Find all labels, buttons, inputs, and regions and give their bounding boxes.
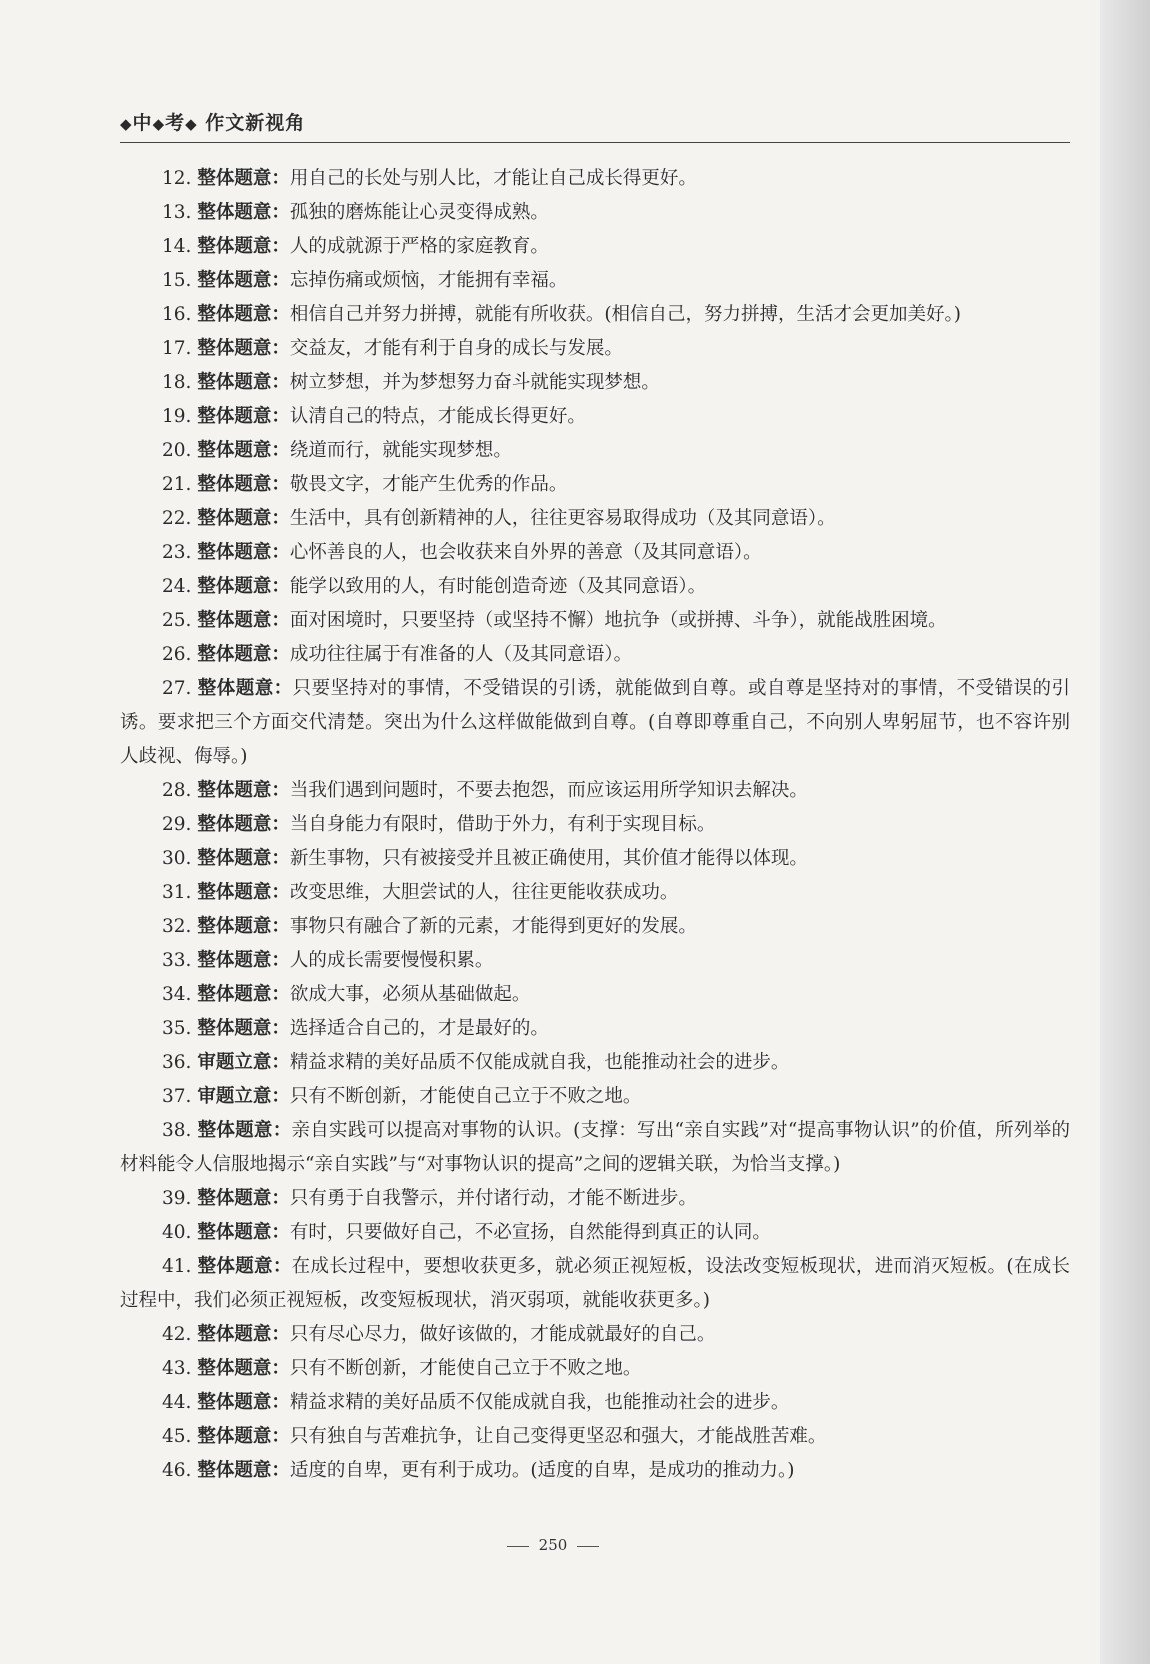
item-text: 有时，只要做好自己，不必宣扬，自然能得到真正的认同。	[289, 1222, 771, 1243]
item-label: 整体题意：	[197, 1120, 292, 1141]
item-number: 20.	[162, 440, 192, 461]
item-label: 整体题意：	[197, 950, 290, 971]
item-number: 30.	[162, 848, 192, 869]
page-number: 250	[538, 1536, 568, 1554]
item-label: 整体题意：	[197, 202, 290, 223]
item-label: 整体题意：	[197, 1392, 290, 1413]
item-label: 整体题意：	[197, 814, 290, 835]
footer-dash-right	[577, 1546, 599, 1547]
list-item	[120, 978, 1070, 1012]
header-part2: 考	[165, 112, 186, 134]
list-item	[120, 298, 1070, 332]
item-text: 当我们遇到问题时，不要去抱怨，而应该运用所学知识去解决。	[289, 780, 808, 801]
list-item	[120, 1046, 1070, 1080]
item-number: 43.	[162, 1358, 192, 1379]
list-item	[120, 944, 1070, 978]
item-text: 只有尽心尽力，做好该做的，才能成就最好的自己。	[289, 1324, 716, 1345]
list-item	[120, 774, 1070, 808]
item-number: 45.	[162, 1426, 192, 1447]
item-number: 40.	[162, 1222, 192, 1243]
item-text: 生活中，具有创新精神的人，往往更容易取得成功（及其同意语）。	[289, 508, 836, 529]
item-number: 36.	[162, 1052, 192, 1073]
item-label: 整体题意：	[197, 916, 290, 937]
item-number: 22.	[162, 508, 192, 529]
footer-dash-left	[507, 1546, 529, 1547]
item-number: 12.	[162, 168, 192, 189]
item-text: 当自身能力有限时，借助于外力，有利于实现目标。	[289, 814, 716, 835]
list-item	[120, 1318, 1070, 1352]
item-text: 相信自己并努力拼搏，就能有所收获。(相信自己，努力拼搏，生活才会更加美好。)	[289, 304, 962, 325]
list-item	[120, 502, 1070, 536]
item-number: 15.	[162, 270, 192, 291]
list-item	[120, 1454, 1070, 1488]
list-item	[120, 604, 1070, 638]
item-label: 审题立意：	[197, 1086, 290, 1107]
item-label: 整体题意：	[197, 1358, 290, 1379]
list-item	[120, 332, 1070, 366]
header-title	[120, 108, 305, 135]
item-text: 只有勇于自我警示，并付诸行动，才能不断进步。	[289, 1188, 697, 1209]
item-number: 25.	[162, 610, 192, 631]
item-label: 整体题意：	[197, 508, 290, 529]
list-item	[120, 1114, 1070, 1182]
item-text: 改变思维，大胆尝试的人，往往更能收获成功。	[289, 882, 679, 903]
list-item	[120, 536, 1070, 570]
list-item	[120, 808, 1070, 842]
header-part1: 中	[132, 112, 153, 134]
item-text: 认清自己的特点，才能成长得更好。	[289, 406, 586, 427]
item-text: 精益求精的美好品质不仅能成就自我，也能推动社会的进步。	[289, 1052, 790, 1073]
item-number: 29.	[162, 814, 192, 835]
item-text: 选择适合自己的，才是最好的。	[289, 1018, 549, 1039]
item-label: 整体题意：	[197, 610, 290, 631]
answer-list	[120, 162, 1070, 1488]
item-label: 整体题意：	[197, 406, 290, 427]
list-item	[120, 1012, 1070, 1046]
item-text: 忘掉伤痛或烦恼，才能拥有幸福。	[289, 270, 568, 291]
item-label: 整体题意：	[197, 542, 290, 563]
item-text: 心怀善良的人，也会收获来自外界的善意（及其同意语）。	[289, 542, 762, 563]
list-item	[120, 1420, 1070, 1454]
item-label: 整体题意：	[197, 644, 290, 665]
item-number: 34.	[162, 984, 192, 1005]
item-label: 审题立意：	[197, 1052, 290, 1073]
item-text: 欲成大事，必须从基础做起。	[289, 984, 531, 1005]
header-book-title: 作文新视角	[205, 112, 306, 134]
item-text: 只有不断创新，才能使自己立于不败之地。	[289, 1358, 642, 1379]
item-label: 整体题意：	[197, 1222, 290, 1243]
list-item	[120, 264, 1070, 298]
item-label: 整体题意：	[197, 270, 290, 291]
item-label: 整体题意：	[197, 1426, 290, 1447]
item-label: 整体题意：	[197, 848, 290, 869]
item-number: 38.	[162, 1120, 192, 1141]
item-number: 21.	[162, 474, 192, 495]
diamond-icon: ◆	[185, 115, 198, 133]
item-label: 整体题意：	[197, 882, 290, 903]
item-label: 整体题意：	[197, 372, 290, 393]
list-item	[120, 1216, 1070, 1250]
page-edge-shadow	[1100, 0, 1150, 1664]
item-number: 17.	[162, 338, 192, 359]
item-number: 31.	[162, 882, 192, 903]
list-item	[120, 910, 1070, 944]
item-label: 整体题意：	[197, 576, 290, 597]
item-number: 14.	[162, 236, 192, 257]
item-label: 整体题意：	[197, 338, 290, 359]
item-text: 能学以致用的人，有时能创造奇迹（及其同意语）。	[289, 576, 707, 597]
item-number: 33.	[162, 950, 192, 971]
item-label: 整体题意：	[197, 1256, 292, 1277]
item-number: 32.	[162, 916, 192, 937]
diamond-icon: ◆	[120, 115, 133, 133]
item-text: 新生事物，只有被接受并且被正确使用，其价值才能得以体现。	[289, 848, 808, 869]
item-text: 精益求精的美好品质不仅能成就自我，也能推动社会的进步。	[289, 1392, 790, 1413]
item-text: 适度的自卑，更有利于成功。(适度的自卑，是成功的推动力。)	[289, 1460, 795, 1481]
item-number: 24.	[162, 576, 192, 597]
list-item	[120, 570, 1070, 604]
item-text: 事物只有融合了新的元素，才能得到更好的发展。	[289, 916, 697, 937]
item-label: 整体题意：	[197, 984, 290, 1005]
item-number: 41.	[162, 1256, 192, 1277]
list-item	[120, 162, 1070, 196]
running-header	[120, 108, 1070, 143]
item-number: 46.	[162, 1460, 192, 1481]
list-item	[120, 1250, 1070, 1318]
list-item	[120, 1386, 1070, 1420]
list-item	[120, 1080, 1070, 1114]
item-text: 亲自实践可以提高对事物的认识。(支撑：写出“亲自实践”对“提高事物认识”的价值，所列举的材料能令人信服地揭示“亲自实践”与“对事物认识的提高”之间的逻辑关联，为恰当支撑。)	[120, 1120, 1070, 1175]
item-number: 44.	[162, 1392, 192, 1413]
list-item	[120, 842, 1070, 876]
item-number: 39.	[162, 1188, 192, 1209]
item-text: 树立梦想，并为梦想努力奋斗就能实现梦想。	[289, 372, 660, 393]
item-label: 整体题意：	[197, 236, 290, 257]
list-item	[120, 366, 1070, 400]
list-item	[120, 230, 1070, 264]
item-text: 敬畏文字，才能产生优秀的作品。	[289, 474, 568, 495]
item-text: 面对困境时，只要坚持（或坚持不懈）地抗争（或拼搏、斗争），就能战胜困境。	[289, 610, 947, 631]
item-number: 42.	[162, 1324, 192, 1345]
item-number: 13.	[162, 202, 192, 223]
list-item	[120, 1182, 1070, 1216]
item-number: 19.	[162, 406, 192, 427]
item-label: 整体题意：	[197, 1188, 290, 1209]
item-number: 26.	[162, 644, 192, 665]
list-item	[120, 1352, 1070, 1386]
item-text: 成功往往属于有准备的人（及其同意语）。	[289, 644, 633, 665]
item-label: 整体题意：	[197, 304, 290, 325]
item-text: 人的成长需要慢慢积累。	[289, 950, 494, 971]
item-label: 整体题意：	[197, 678, 293, 699]
page-footer	[0, 1536, 1106, 1554]
item-label: 整体题意：	[197, 440, 290, 461]
list-item	[120, 196, 1070, 230]
diamond-icon: ◆	[152, 115, 166, 133]
item-label: 整体题意：	[197, 1018, 290, 1039]
item-text: 在成长过程中，要想收获更多，就必须正视短板，设法改变短板现状，进而消灭短板。(在成长过程中，我们必须正视短板，改变短板现状，消灭弱项，就能收获更多。)	[120, 1256, 1070, 1311]
item-number: 37.	[162, 1086, 192, 1107]
list-item	[120, 434, 1070, 468]
item-text: 只要坚持对的事情，不受错误的引诱，就能做到自尊。或自尊是坚持对的事情，不受错误的引诱。要求把三个方面交代清楚。突出为什么这样做能做到自尊。(自尊即尊重自己，不向别人卑躬屈节，也不容许别人歧视、侮辱。)	[120, 678, 1070, 767]
item-label: 整体题意：	[197, 168, 290, 189]
item-label: 整体题意：	[197, 780, 290, 801]
list-item	[120, 400, 1070, 434]
list-item	[120, 638, 1070, 672]
item-text: 绕道而行，就能实现梦想。	[289, 440, 512, 461]
item-label: 整体题意：	[197, 474, 290, 495]
item-text: 交益友，才能有利于自身的成长与发展。	[289, 338, 623, 359]
list-item	[120, 468, 1070, 502]
item-number: 18.	[162, 372, 192, 393]
list-item	[120, 672, 1070, 774]
item-text: 只有不断创新，才能使自己立于不败之地。	[289, 1086, 642, 1107]
item-text: 只有独自与苦难抗争，让自己变得更坚忍和强大，才能战胜苦难。	[289, 1426, 827, 1447]
item-number: 35.	[162, 1018, 192, 1039]
list-item	[120, 876, 1070, 910]
item-label: 整体题意：	[197, 1324, 290, 1345]
item-number: 27.	[162, 678, 192, 699]
item-text: 人的成就源于严格的家庭教育。	[289, 236, 549, 257]
item-label: 整体题意：	[197, 1460, 290, 1481]
item-number: 23.	[162, 542, 192, 563]
item-number: 16.	[162, 304, 192, 325]
item-number: 28.	[162, 780, 192, 801]
item-text: 孤独的磨炼能让心灵变得成熟。	[289, 202, 549, 223]
item-text: 用自己的长处与别人比，才能让自己成长得更好。	[289, 168, 697, 189]
